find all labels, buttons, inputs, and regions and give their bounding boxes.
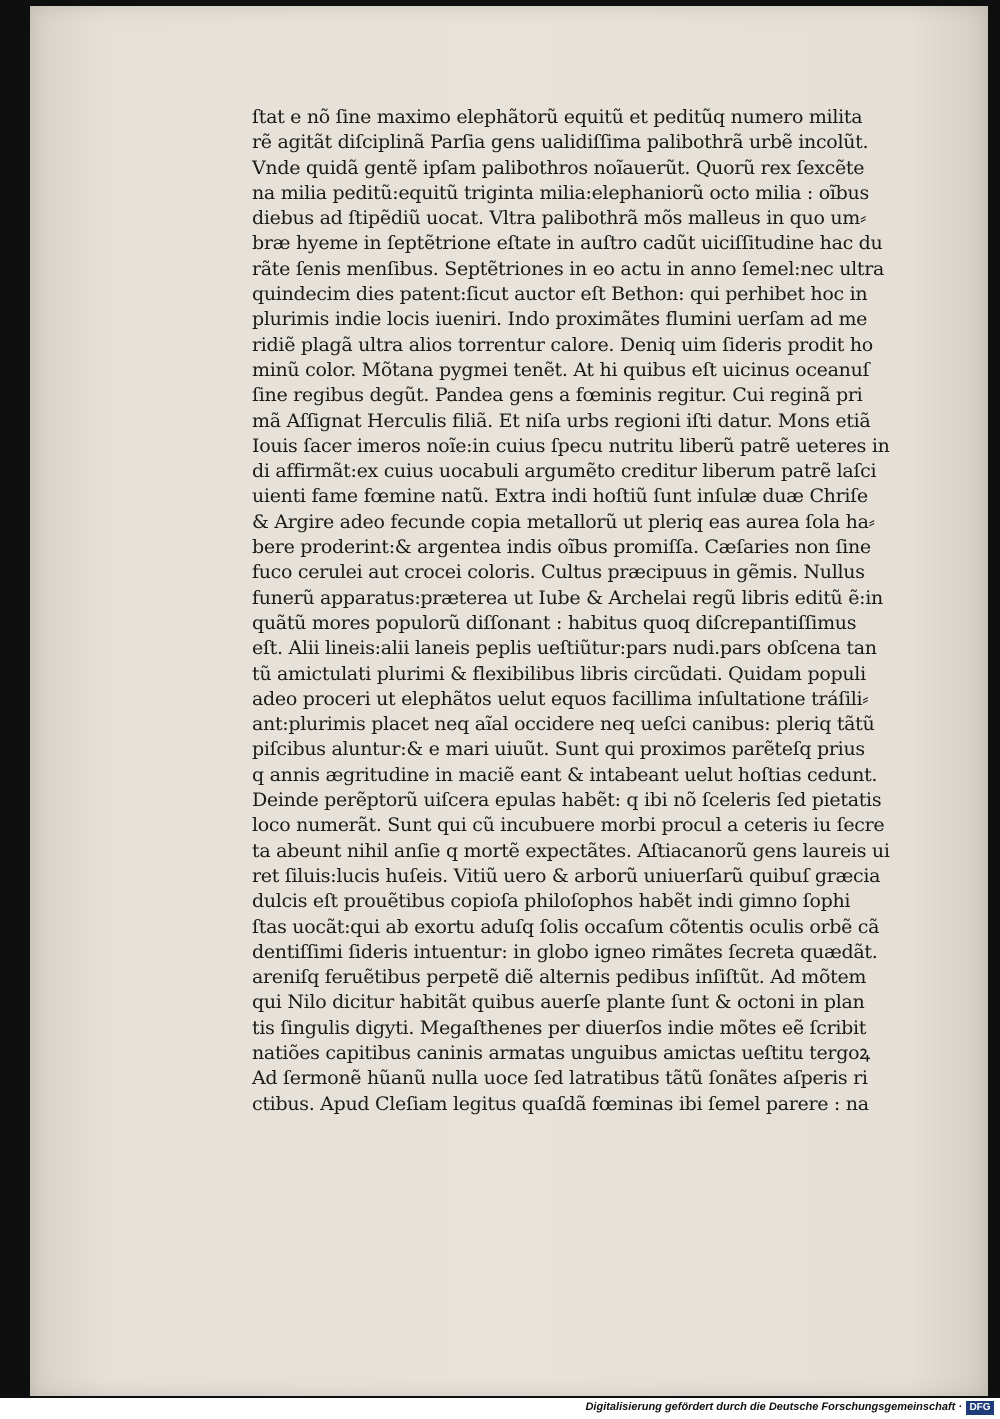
text-line: minũ color. Mõtana pygmei tenẽt. At hi quibus eſt uicinus oceanuſ <box>252 358 870 381</box>
dfg-logo: DFG <box>966 1401 994 1415</box>
text-line: rẽ agitãt diſciplinã Parſia gens ualidiſſima palibothrã urbẽ incolũt. <box>252 131 869 154</box>
text-line: qui Nilo dicitur habitãt quibus auerſe plante ſunt & octoni in plan <box>252 991 865 1014</box>
text-line: Vnde quidã gentẽ ipſam palibothros noĩauerũt. Quorũ rex ſexcẽte <box>252 156 865 179</box>
text-line: ſtat e nõ ſine maximo elephãtorũ equitũ et peditũq numero milita <box>252 106 863 128</box>
text-line: Deinde perẽptorũ uiſcera epulas habẽt: q ibi nõ ſceleris ſed pietatis <box>252 789 882 812</box>
text-line: tũ amictulati plurimi & flexibilibus libris circũdati. Quidam populi <box>252 662 866 685</box>
text-line: Ad ſermonẽ hũanũ nulla uoce ſed latratibus tãtũ ſonãtes aſperis ri <box>252 1067 868 1090</box>
text-line: loco numerãt. Sunt qui cũ incubuere morbi procul a ceteris iu ſecre <box>252 814 885 837</box>
text-line: ſtas uocãt:qui ab exortu aduſq ſolis occaſum cõtentis oculis orbẽ cã <box>252 915 880 938</box>
text-line: na milia peditũ:equitũ triginta milia:elephaniorũ octo milia : oĩbus <box>252 181 869 204</box>
text-line: ret ſiluis:lucis huſeis. Vitiũ uero & arborũ uniuerſarũ quibuſ græcia <box>252 864 881 887</box>
text-line: quindecim dies patent:ſicut auctor eſt Bethon: qui perhibet hoc in <box>252 283 868 306</box>
text-line: di affirmãt:ex cuius uocabuli argumẽto creditur liberum patrẽ laſci <box>252 460 877 483</box>
text-line: eſt. Alii lineis:alii laneis peplis ueſtiũtur:pars nudi.pars obſcena tan <box>252 637 877 660</box>
text-line: areniſq feruẽtibus perpetẽ diẽ alternis pedibus inſiſtũt. Ad mõtem <box>252 966 867 989</box>
text-line: & Argire adeo fecunde copia metallorũ ut pleriq eas aurea ſola ha⸗ <box>252 510 875 533</box>
text-line: bere proderint:& argentea indis oĩbus promiſſa. Cæſaries non ſine <box>252 536 871 559</box>
text-line: q annis ægritudine in maciẽ eant & intabeant uelut hoſtias cedunt. <box>252 763 878 786</box>
text-line: tis ſingulis digyti. Megaſthenes per diuerſos indie mõtes eẽ ſcribit <box>252 1016 867 1039</box>
text-line: Iouis ſacer imeros noĩe:in cuius ſpecu nutritu liberũ patrẽ ueteres in <box>252 434 890 457</box>
text-line: dulcis eſt prouẽtibus copioſa philoſophos habẽt indi gimno ſophi <box>252 890 851 913</box>
text-line: fuco cerulei aut crocei coloris. Cultus præcipuus in gẽmis. Nullus <box>252 561 865 584</box>
text-line: bræ hyeme in ſeptẽtrione eſtate in auſtro cadũt uiciſſitudine hac du <box>252 232 883 255</box>
text-line: ridiẽ plagã ultra alios torrentur calore. Deniq uim ſideris prodit ho <box>252 333 873 356</box>
text-line: uienti fame fœmine natũ. Extra indi hoſtiũ ſunt inſulæ duæ Chriſe <box>252 485 868 508</box>
text-line: dentiſſimi ſideris intuentur: in globo igneo rimãtes ſecreta quædãt. <box>252 940 878 963</box>
text-line: mã Aſſignat Herculis filiã. Et niſa urbs regioni iſti datur. Mons etiã <box>252 409 871 432</box>
text-line: plurimis indie locis iueniri. Indo proximãtes flumini uerſam ad me <box>252 308 868 331</box>
text-line: ta abeunt nihil anſie q mortẽ expectãtes. Aſtiacanorũ gens laureis ui <box>252 839 890 862</box>
footer-credit: Digitalisierung gefördert durch die Deutsche Forschungsgemeinschaft · <box>585 1401 962 1413</box>
text-line: adeo proceri ut elephãtos uelut equos facillima inſultatione tráſili⸗ <box>252 687 869 710</box>
text-line: diebus ad ſtipẽdiũ uocat. Vltra palibothrã mõs malleus in quo um⸗ <box>252 207 867 230</box>
bleed-through-header <box>328 72 658 90</box>
footer-bar <box>0 1398 1000 1419</box>
text-line: ſine regibus degũt. Pandea gens a fœminis regitur. Cui reginã pri <box>252 384 863 407</box>
text-block <box>252 105 968 1117</box>
text-line: natiões capitibus caninis armatas unguibus amictas ueſtitu tergoꝝ <box>252 1041 870 1064</box>
book-page <box>30 6 988 1396</box>
text-line: quãtũ mores populorũ diſſonant : habitus quoq diſcrepantiſſimus <box>252 611 857 634</box>
text-line: ctibus. Apud Cleſiam legitus quaſdã fœminas ibi ſemel parere : na <box>252 1092 869 1115</box>
text-line: piſcibus aluntur:& e mari uiuũt. Sunt qui proximos parẽteſq prius <box>252 738 865 761</box>
text-line: funerũ apparatus:præterea ut Iube & Archelai regũ libris editũ ẽ:in <box>252 586 883 609</box>
text-line: rãte ſenis menſibus. Septẽtriones in eo actu in anno ſemel:nec ultra <box>252 257 885 280</box>
text-line: ant:plurimis placet neq aĩal occidere neq ueſci canibus: pleriq tãtũ <box>252 713 875 736</box>
